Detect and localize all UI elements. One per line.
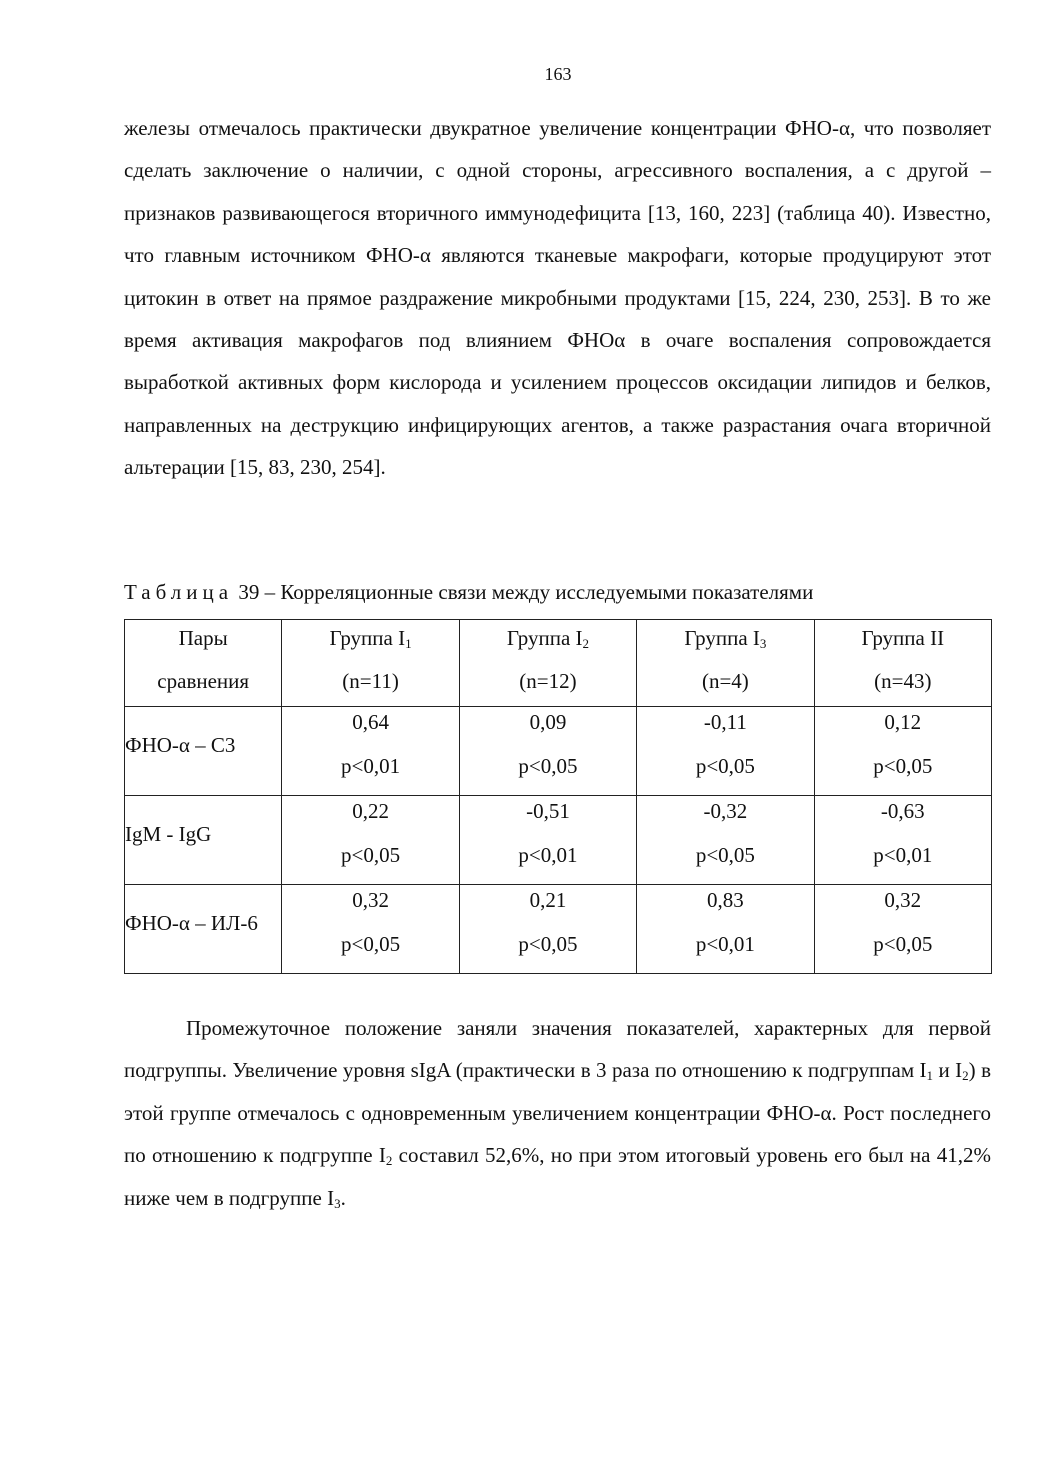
correlation-value: 0,32 xyxy=(352,888,389,912)
subscript: 2 xyxy=(385,1153,393,1169)
table-header-row xyxy=(125,620,992,707)
table-cell xyxy=(282,796,459,885)
p-value: p<0,01 xyxy=(873,843,933,867)
body-paragraph-1: железы отмечалось практически двукратное увеличение концентрации ФНО-α, что позволяет сделать заключение о наличии, с одной стороны, агрессивного воспаления, а с другой – признаков развивающегося вторичного иммунодефицита [13, 160, 223] (таблица 40). Известно, что главным источником ФНО-α являются тканевые макрофаги, которые продуцируют этот цитокин в ответ на прямое раздражение микробными продуктами [15, 224, 230, 253]. В то же время активация макрофагов под влиянием ФНОα в очаге воспаления сопровождается выработкой активных форм кислорода и усилением процессов оксидации липидов и белков, направленных на деструкцию инфицирующих агентов, а также разрастания очага вторичной альтерации [15, 83, 230, 254]. xyxy=(124,116,991,480)
table-row xyxy=(125,885,992,974)
table-cell xyxy=(637,796,814,885)
group-name: Группа I xyxy=(506,626,583,650)
p-value: p<0,01 xyxy=(341,754,401,778)
header-pairs xyxy=(125,620,282,707)
table-row xyxy=(125,707,992,796)
correlation-value: 0,32 xyxy=(884,888,922,912)
group-subscript: 1 xyxy=(405,636,412,651)
table-cell xyxy=(282,885,459,974)
correlation-value: 0,64 xyxy=(352,710,389,734)
page-number: 163 xyxy=(544,64,572,84)
group-n: (n=12) xyxy=(519,669,577,693)
header-pairs-line2: сравнения xyxy=(157,669,250,693)
table-cell xyxy=(459,707,636,796)
p-value: p<0,05 xyxy=(695,754,755,778)
correlation-value: 0,09 xyxy=(529,710,567,734)
row-label: ФНО-α – С3 xyxy=(125,707,282,796)
p-value: p<0,01 xyxy=(518,843,578,867)
correlation-value: -0,51 xyxy=(526,799,570,823)
p-value: p<0,05 xyxy=(873,932,933,956)
correlation-value: -0,11 xyxy=(703,710,747,734)
p-value: p<0,05 xyxy=(873,754,933,778)
subscript: 2 xyxy=(962,1068,969,1084)
row-label: ФНО-α – ИЛ-6 xyxy=(125,885,282,974)
correlation-value: 0,22 xyxy=(352,799,389,823)
subscript: 1 xyxy=(926,1068,934,1084)
group-n: (n=43) xyxy=(874,669,932,693)
table-cell xyxy=(637,885,814,974)
group-name: Группа I xyxy=(329,626,406,650)
header-group-i1 xyxy=(282,620,459,707)
header-pairs-line1: Пары xyxy=(178,626,228,650)
table-cell xyxy=(459,796,636,885)
group-name: Группа II xyxy=(861,626,945,650)
p-value: p<0,05 xyxy=(341,843,401,867)
header-group-ii xyxy=(814,620,991,707)
correlation-value: 0,21 xyxy=(529,888,567,912)
p-value: p<0,05 xyxy=(695,843,755,867)
correlation-value: 0,83 xyxy=(707,888,744,912)
p-value: p<0,05 xyxy=(518,932,578,956)
group-n: (n=4) xyxy=(701,669,749,693)
group-subscript: 2 xyxy=(582,636,590,651)
subscript: 3 xyxy=(334,1195,341,1211)
correlation-table xyxy=(124,619,992,974)
table-cell xyxy=(814,707,991,796)
correlation-value: -0,32 xyxy=(703,799,748,823)
correlation-value: -0,63 xyxy=(880,799,925,823)
header-group-i3 xyxy=(637,620,814,707)
table-cell xyxy=(637,707,814,796)
group-subscript: 3 xyxy=(759,636,767,651)
table-cell xyxy=(814,796,991,885)
table-cell xyxy=(814,885,991,974)
group-n: (n=11) xyxy=(342,669,399,693)
table-caption xyxy=(124,577,991,607)
table-cell xyxy=(459,885,636,974)
correlation-value: 0,12 xyxy=(884,710,922,734)
p-value: p<0,01 xyxy=(695,932,755,956)
p-value: p<0,05 xyxy=(341,932,401,956)
table-row xyxy=(125,796,992,885)
group-name: Группа I xyxy=(684,626,760,650)
row-label: IgM - IgG xyxy=(125,796,282,885)
table-caption-label: Таблица xyxy=(124,580,234,604)
header-group-i2 xyxy=(459,620,636,707)
body-paragraph-2: Промежуточное положение заняли значения показателей, характерных для первой подгруппы. Увеличение уровня sIgA (практически в 3 раза по отношению к подгруппам $I_1$ и $I_2$) в этой группе отмечалось с одновременным увеличением концентрации ФНО-α. Рост последнего по отношению к подгруппе $I_2$ составил 52,6%, но при этом итоговый уровень его был на 41,2% ниже чем в подгруппе $I_3$. xyxy=(124,1016,991,1211)
p-value: p<0,05 xyxy=(518,754,578,778)
table-cell xyxy=(282,707,459,796)
table-caption-text: 39 – Корреляционные связи между исследуемыми показателями xyxy=(233,580,814,604)
